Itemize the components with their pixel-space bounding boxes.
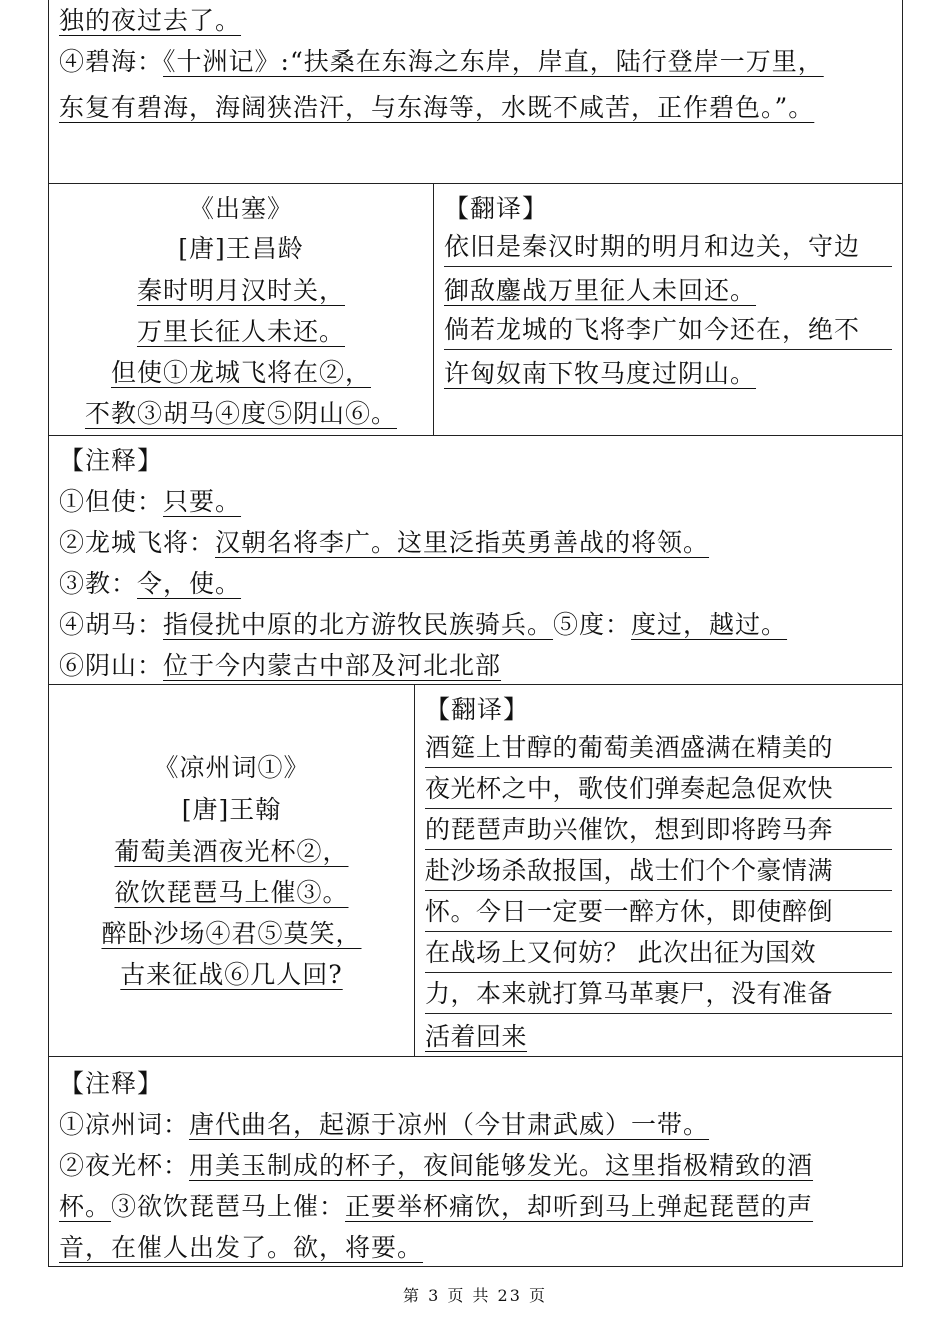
poem-line: 醉卧沙场④君⑤莫笑， (101, 919, 362, 948)
poem-line: 不教③胡马④度⑤阴山⑥。 (84, 399, 397, 428)
translation-heading: 【翻译】 (425, 695, 530, 724)
page-footer: 第 3 页 共 23 页 (403, 1286, 547, 1305)
note-item: ①但使：只要。 (59, 487, 242, 516)
notes-heading: 【注释】 (59, 446, 164, 475)
note-line (49, 2, 902, 39)
translation-heading: 【翻译】 (444, 194, 549, 223)
translation-line: 在战场上又何妨？ 此次出征为国效 (415, 934, 902, 975)
poem-author: [唐]王昌龄 (178, 234, 304, 263)
note-item: ④胡马：指侵扰中原的北方游牧民族骑兵。⑤度：度过，越过。 (59, 610, 788, 639)
poem-text-cell (49, 685, 415, 1056)
translation-line: 力，本来就打算马革裹尸，没有准备 (415, 975, 902, 1016)
continued-notes-block (49, 0, 902, 183)
note-bihai (49, 39, 902, 85)
poem-text-cell (49, 184, 434, 435)
translation-cell (415, 685, 902, 1056)
translation-line: 倘若龙城的飞将李广如今还在，绝不 (434, 311, 902, 353)
poem-line: 秦时明月汉时关， (136, 276, 345, 305)
poem-line: 但使①龙城飞将在②， (110, 358, 371, 387)
note-line (49, 85, 902, 131)
poem-title: 《出塞》 (188, 194, 293, 223)
note-item: 杯。③欲饮琵琶马上催：正要举杯痛饮，却听到马上弹起琵琶的声 (59, 1192, 814, 1221)
note-item: ⑥阴山：位于今内蒙古中部及河北北部 (59, 651, 502, 680)
document-table (48, 0, 903, 1267)
translation-line: 酒筵上甘醇的葡萄美酒盛满在精美的 (415, 729, 902, 770)
note-item: ③教：令，使。 (59, 569, 242, 598)
translation-cell (434, 184, 902, 435)
translation-line: 夜光杯之中，歌伎们弹奏起急促欢快 (415, 770, 902, 811)
translation-line: 怀。今日一定要一醉方休，即使醉倒 (415, 893, 902, 934)
poem-title: 《凉州词①》 (153, 753, 310, 782)
note-item: ①凉州词：唐代曲名，起源于凉州（今甘肃武威）一带。 (59, 1110, 710, 1139)
note-item: ②龙城飞将：汉朝名将李广。这里泛指英勇善战的将领。 (59, 528, 710, 557)
translation-line: 许匈奴南下牧马度过阴山。 (444, 359, 757, 388)
notes-liangzhouci-block (49, 1056, 902, 1266)
notes-chusai-block (49, 435, 902, 684)
note-label: ④碧海： (59, 47, 164, 76)
translation-line: 的琵琶声助兴催饮，想到即将跨马奔 (415, 811, 902, 852)
translation-line: 依旧是秦汉时期的明月和边关，守边 (434, 228, 902, 270)
note-text: 《十洲记》:“扶桑在东海之东岸，岸直，陆行登岸一万里， (163, 47, 824, 76)
translation-line: 御敌鏖战万里征人未回还。 (444, 276, 757, 305)
poem-author: [唐]王翰 (181, 795, 282, 824)
poem-line: 欲饮琵琶马上催③。 (114, 878, 349, 907)
translation-line: 赴沙场杀敌报国，战士们个个豪情满 (415, 852, 902, 893)
note-item: ②夜光杯：用美玉制成的杯子，夜间能够发光。这里指极精致的酒 (59, 1151, 814, 1180)
poem-liangzhouci-block (49, 684, 902, 1056)
poem-line: 葡萄美酒夜光杯②， (114, 837, 349, 866)
poem-line: 万里长征人未还。 (136, 317, 345, 346)
poem-line: 古来征战⑥几人回? (120, 960, 343, 989)
note-item: 音，在催人出发了。欲，将要。 (59, 1233, 424, 1262)
note-text: 东复有碧海，海阔狭浩汗，与东海等，水既不咸苦，正作碧色。”。 (59, 93, 815, 122)
notes-heading: 【注释】 (59, 1069, 164, 1098)
poem-chusai-block (49, 183, 902, 435)
note-text: 独的夜过去了。 (59, 6, 242, 35)
translation-line: 活着回来 (425, 1022, 528, 1051)
